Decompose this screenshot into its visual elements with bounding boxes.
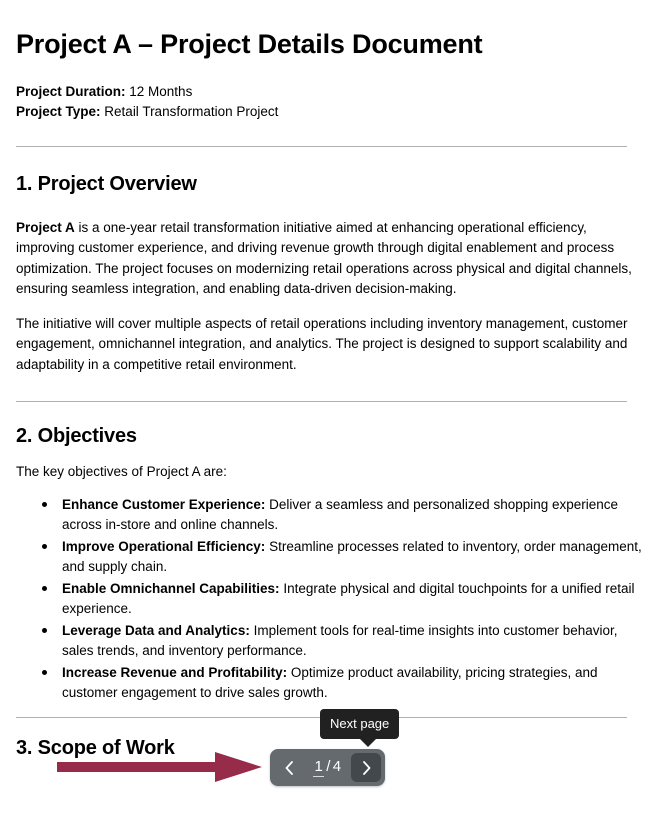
overview-lead-term: Project A [16,219,75,235]
next-page-button[interactable] [351,753,381,782]
section-heading-overview: 1. Project Overview [16,172,197,195]
objectives-intro: The key objectives of Project A are: [16,464,227,480]
list-item [16,537,646,578]
document-metadata [16,82,646,121]
list-item-term: Increase Revenue and Profitability: [62,664,288,680]
list-item-text: Streamline processes related to inventory, order management, and supply chain. [62,538,642,575]
list-item-term: Enable Omnichannel Capabilities: [62,580,280,596]
list-item-text: Deliver a seamless and personalized shopping experience across in-store and online channels. [62,496,619,533]
metadata-value-duration: 12 Months [129,84,193,100]
list-item [16,495,646,536]
bullet-icon [42,586,47,591]
page-indicator[interactable] [304,758,351,776]
objectives-list [16,495,646,704]
tooltip-tail-icon [360,739,376,747]
list-item-term: Enhance Customer Experience: [62,496,266,512]
section-heading-objectives: 2. Objectives [16,425,137,448]
page-navigation-toolbar[interactable] [270,749,385,786]
list-item-term: Leverage Data and Analytics: [62,622,250,638]
bullet-icon [42,670,47,675]
chevron-left-icon [283,760,296,776]
metadata-label-duration: Project Duration: [16,84,126,100]
list-item-text: Integrate physical and digital touchpoints for a unified retail experience. [62,580,635,617]
bullet-icon [42,544,47,549]
list-item-text: Optimize product availability, pricing strategies, and customer engagement to drive sales growth. [62,664,598,701]
overview-paragraph-1-text: is a one-year retail transformation initiative aimed at enhancing operational efficiency, improving customer experience, and driving revenue growth through digital enablement and process optimization. The project focuses on modernizing retail operations across physical and digital channels, ensuring seamless integration, and enabling data-driven decision-making. [16,219,632,297]
list-item [16,621,646,662]
metadata-row-type [16,102,646,122]
page-title: Project A – Project Details Document [16,29,483,59]
tooltip-label: Next page [330,716,390,731]
previous-page-button[interactable] [274,753,304,782]
list-item [16,579,646,620]
list-item-term: Improve Operational Efficiency: [62,538,266,554]
metadata-row-duration [16,82,646,102]
metadata-value-type: Retail Transformation Project [104,103,279,119]
overview-paragraph-1 [16,218,646,300]
bullet-icon [42,628,47,633]
section-heading-scope: 3. Scope of Work [16,736,175,759]
list-item [16,663,646,704]
chevron-right-icon [360,760,373,776]
overview-paragraph-2: The initiative will cover multiple aspects of retail operations including inventory management, customer engagement, omnichannel integration, and analytics. The project is designed to support scalability and adaptability in a competitive retail environment. [16,315,628,372]
document-page [0,28,662,816]
page-separator: / [326,758,331,776]
tooltip-next-page [320,709,399,739]
current-page-input[interactable]: 1 [314,758,324,776]
bullet-icon [42,502,47,507]
list-item-text: Implement tools for real-time insights into customer behavior, sales trends, and inventory performance. [62,622,618,659]
total-pages-label: 4 [332,758,342,776]
metadata-label-type: Project Type: [16,103,101,119]
